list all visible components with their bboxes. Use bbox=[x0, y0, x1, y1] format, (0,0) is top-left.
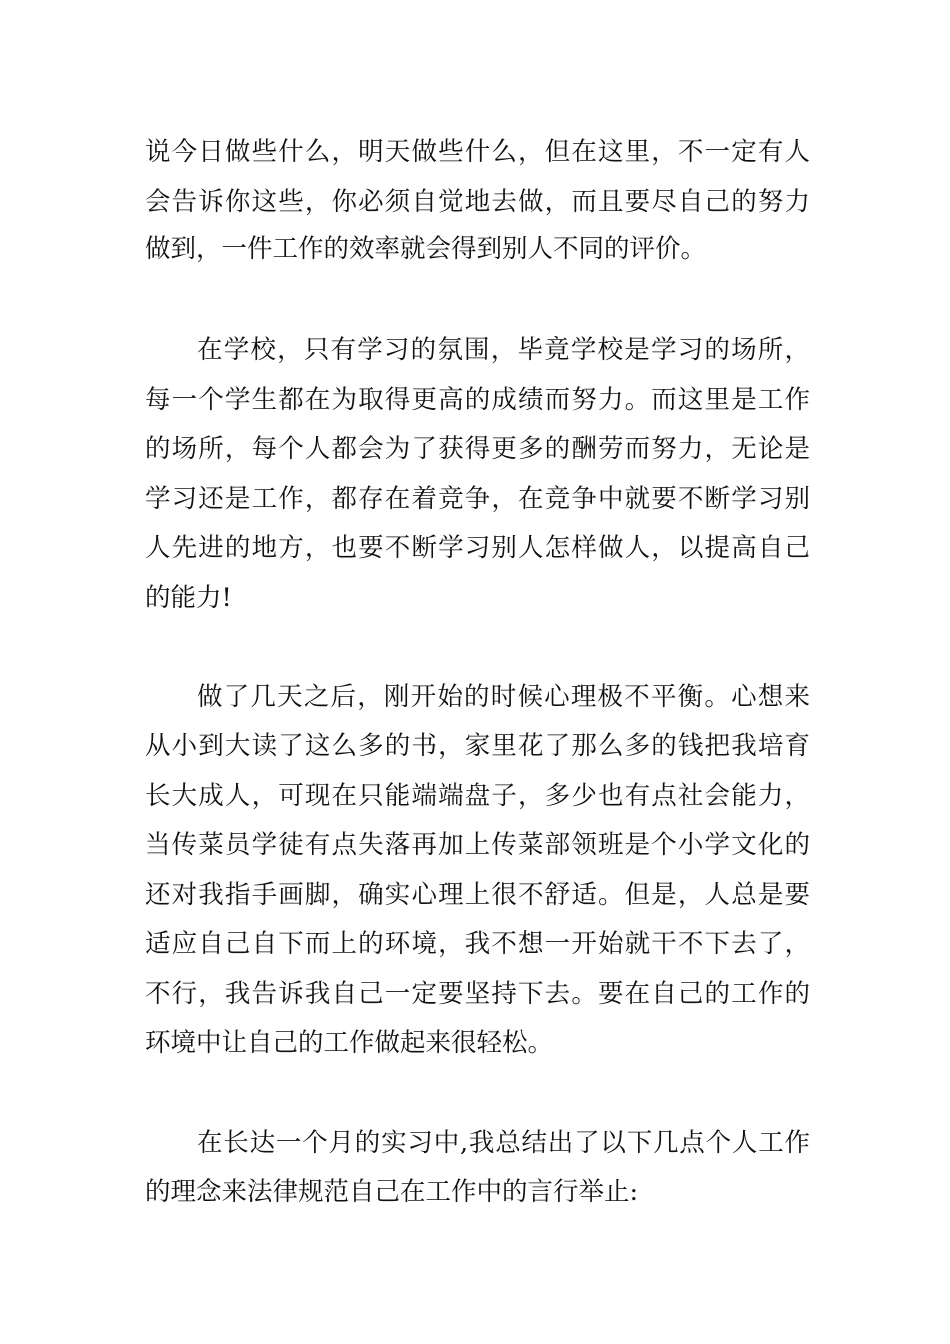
text-line: 还对我指手画脚，确实心理上很不舒适。但是，人总是要 bbox=[145, 880, 810, 910]
text-line: 环境中让自己的工作做起来很轻松。 bbox=[145, 1028, 554, 1058]
text-line: 的场所，每个人都会为了获得更多的酬劳而努力，无论是 bbox=[145, 434, 810, 464]
text-line: 每一个学生都在为取得更高的成绩而努力。而这里是工作 bbox=[145, 385, 810, 415]
text-line: 的能力! bbox=[145, 583, 232, 613]
text-line: 人先进的地方，也要不断学习别人怎样做人，以提高自己 bbox=[145, 533, 810, 563]
text-line: 在学校，只有学习的氛围，毕竟学校是学习的场所， bbox=[197, 335, 810, 365]
text-line: 从小到大读了这么多的书，家里花了那么多的钱把我培育 bbox=[145, 731, 810, 761]
text-line: 当传菜员学徒有点失落再加上传菜部领班是个小学文化的 bbox=[145, 830, 810, 860]
text-line: 长大成人，可现在只能端端盘子，多少也有点社会能力， bbox=[145, 781, 810, 811]
text-line: 不行，我告诉我自己一定要坚持下去。要在自己的工作的 bbox=[145, 979, 810, 1009]
text-line: 适应自己自下而上的环境，我不想一开始就干不下去了， bbox=[145, 929, 810, 959]
text-line: 说今日做些什么，明天做些什么，但在这里，不一定有人 bbox=[145, 137, 810, 167]
text-line: 做了几天之后，刚开始的时候心理极不平衡。心想来 bbox=[197, 682, 810, 712]
text-line: 在长达一个月的实习中,我总结出了以下几点个人工作 bbox=[197, 1128, 810, 1158]
text-line: 会告诉你这些，你必须自觉地去做，而且要尽自己的努力 bbox=[145, 187, 810, 217]
text-line: 学习还是工作，都存在着竞争，在竞争中就要不断学习别 bbox=[145, 484, 810, 514]
text-line: 的理念来法律规范自己在工作中的言行举止: bbox=[145, 1177, 639, 1207]
text-line: 做到，一件工作的效率就会得到别人不同的评价。 bbox=[145, 234, 707, 264]
